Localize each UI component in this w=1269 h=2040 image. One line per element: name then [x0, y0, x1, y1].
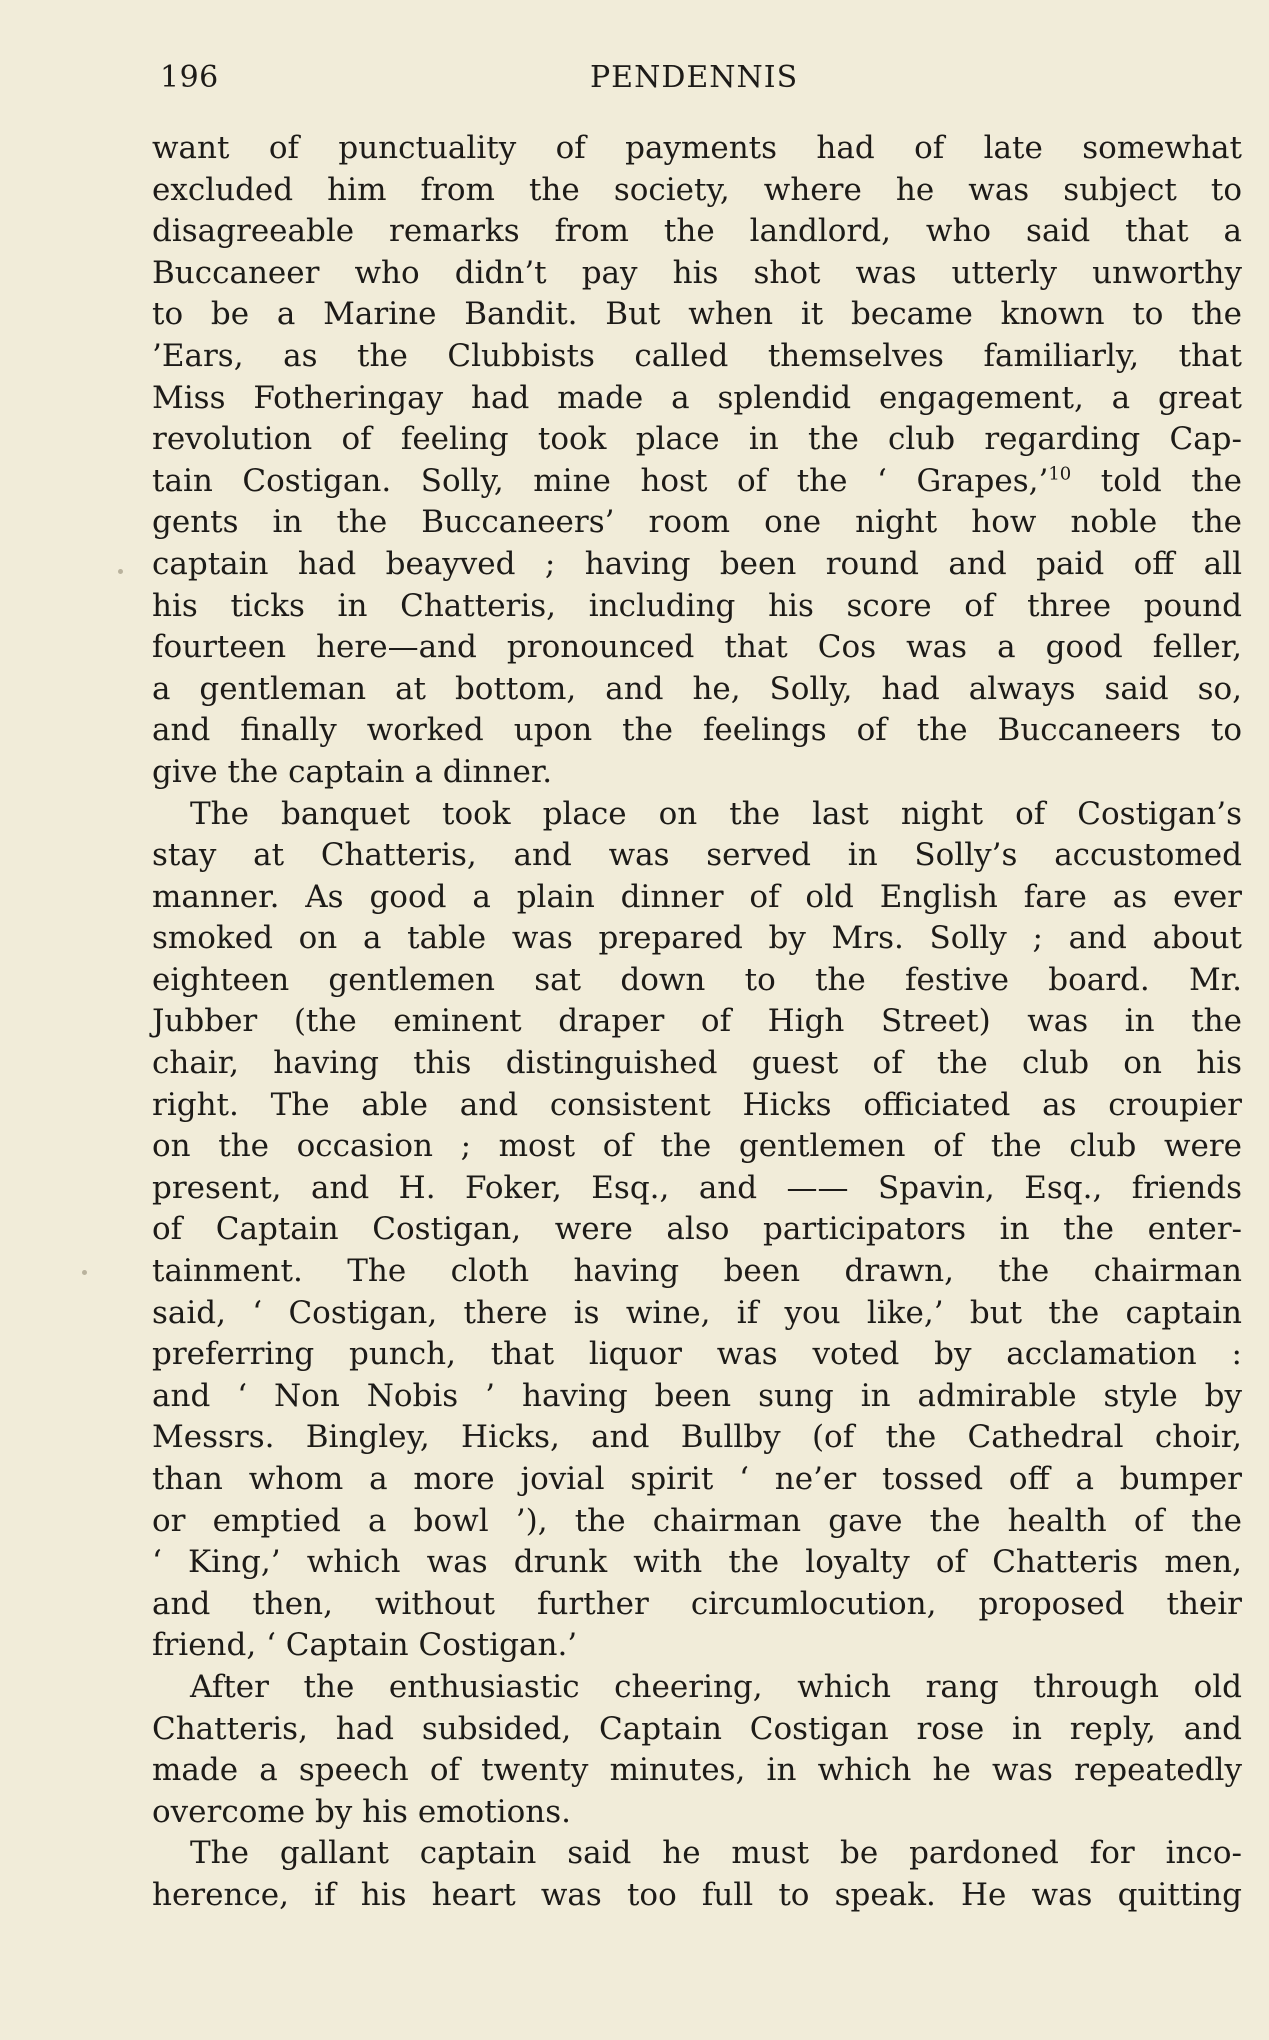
- body-text: [152, 128, 1242, 1917]
- text-line: [152, 1417, 1242, 1459]
- margin-mark: [118, 569, 123, 574]
- text-line: [152, 752, 1242, 794]
- text-line: [152, 1376, 1242, 1418]
- line-text: The gallant captain said he must be pardoned for inco-: [190, 1835, 1242, 1872]
- line-text: disagreeable remarks from the landlord, who said that a: [152, 213, 1242, 250]
- line-text: chair, having this distinguished guest of the club on his: [152, 1045, 1242, 1082]
- text-line: [152, 1334, 1242, 1376]
- text-line: [152, 1875, 1242, 1917]
- line-text: a gentleman at bottom, and he, Solly, had always said so,: [152, 670, 1242, 707]
- line-text: captain had beayved ; having been round and paid off all: [152, 545, 1242, 582]
- footnote-marker: 10: [1048, 463, 1072, 485]
- text-line: [152, 1584, 1242, 1626]
- line-text: Miss Fotheringay had made a splendid engagement, a great: [152, 379, 1242, 416]
- line-text: After the enthusiastic cheering, which rang through old: [190, 1668, 1242, 1705]
- text-line: [152, 1501, 1242, 1543]
- text-line: [152, 170, 1242, 212]
- line-text: to be a Marine Bandit. But when it became known to the: [152, 296, 1242, 333]
- text-line: [152, 669, 1242, 711]
- line-text: excluded him from the society, where he was subject to: [152, 171, 1242, 208]
- text-line: [152, 336, 1242, 378]
- line-text: and then, without further circumlocution, proposed their: [152, 1585, 1242, 1622]
- line-text: Buccaneer who didn’t pay his shot was utterly unworthy: [152, 254, 1242, 291]
- line-text: Jubber (the eminent draper of High Street) was in the: [152, 1003, 1242, 1040]
- line-text: tain Costigan. Solly, mine host of the ‘ Grapes,’: [152, 462, 1049, 499]
- text-line: [152, 294, 1242, 336]
- line-text: The banquet took place on the last night of Costigan’s: [190, 795, 1242, 832]
- line-text: said, ‘ Costigan, there is wine, if you like,’ but the captain: [152, 1294, 1242, 1331]
- line-text: eighteen gentlemen sat down to the festive board. Mr.: [152, 961, 1242, 998]
- text-line: [152, 1168, 1242, 1210]
- line-text-continued: told the: [1071, 462, 1243, 499]
- line-text: gents in the Buccaneers’ room one night how noble the: [152, 504, 1242, 541]
- line-text: Messrs. Bingley, Hicks, and Bullby (of the Cathedral choir,: [152, 1419, 1242, 1456]
- margin-mark: [82, 1270, 87, 1275]
- line-text: right. The able and consistent Hicks officiated as croupier: [152, 1086, 1242, 1123]
- line-text: of Captain Costigan, were also participators in the enter-: [152, 1211, 1242, 1248]
- text-line: [152, 1293, 1242, 1335]
- line-text: smoked on a table was prepared by Mrs. Solly ; and about: [152, 920, 1242, 957]
- text-line: [152, 1085, 1242, 1127]
- line-text: give the captain a dinner.: [152, 753, 553, 790]
- text-line: [152, 627, 1242, 669]
- running-title: PENDENNIS: [590, 60, 799, 95]
- line-text: Chatteris, had subsided, Captain Costigan rose in reply, and: [152, 1710, 1242, 1747]
- text-line: [152, 877, 1242, 919]
- text-line: [152, 128, 1242, 170]
- line-text: want of punctuality of payments had of late somewhat: [152, 130, 1242, 166]
- text-line: [152, 1459, 1242, 1501]
- line-text: present, and H. Foker, Esq., and —— Spavin, Esq., friends: [152, 1169, 1242, 1206]
- line-text: revolution of feeling took place in the club regarding Cap-: [152, 421, 1242, 458]
- line-text: and ‘ Non Nobis ’ having been sung in admirable style by: [152, 1377, 1242, 1414]
- text-line: [152, 1833, 1242, 1875]
- text-line: [152, 1001, 1242, 1043]
- text-line: [152, 835, 1242, 877]
- line-text: ‘ King,’ which was drunk with the loyalty of Chatteris men,: [152, 1544, 1242, 1581]
- line-text: on the occasion ; most of the gentlemen of the club were: [152, 1128, 1242, 1165]
- line-text: and finally worked upon the feelings of the Buccaneers to: [152, 712, 1242, 749]
- line-text: than whom a more jovial spirit ‘ ne’er tossed off a bumper: [152, 1461, 1242, 1497]
- text-line: [152, 544, 1242, 586]
- line-text: preferring punch, that liquor was voted by acclamation :: [152, 1336, 1242, 1373]
- text-line: [152, 1709, 1242, 1751]
- line-text: or emptied a bowl ’), the chairman gave the health of the: [152, 1502, 1242, 1539]
- text-line: [152, 586, 1242, 628]
- text-line: [152, 461, 1242, 503]
- line-text: fourteen here—and pronounced that Cos was a good feller,: [152, 629, 1242, 666]
- line-text: herence, if his heart was too full to speak. He was quitting: [152, 1876, 1242, 1913]
- text-line: [152, 960, 1242, 1002]
- text-line: [152, 378, 1242, 420]
- line-text: ’Ears, as the Clubbists called themselves familiarly, that: [152, 337, 1242, 374]
- text-line: [152, 1792, 1242, 1834]
- text-line: [152, 502, 1242, 544]
- line-text: made a speech of twenty minutes, in which he was repeatedly: [152, 1752, 1242, 1789]
- line-text: tainment. The cloth having been drawn, the chairman: [152, 1253, 1242, 1290]
- line-text: overcome by his emotions.: [152, 1793, 571, 1830]
- text-line: [152, 253, 1242, 295]
- text-line: [152, 1043, 1242, 1085]
- page-header: [160, 60, 814, 100]
- text-line: [152, 1209, 1242, 1251]
- text-line: [152, 211, 1242, 253]
- line-text: manner. As good a plain dinner of old English fare as ever: [152, 878, 1242, 915]
- line-text: stay at Chatteris, and was served in Solly’s accustomed: [152, 837, 1242, 874]
- page-number: 196: [160, 60, 219, 95]
- text-line: [152, 1625, 1242, 1667]
- text-line: [152, 918, 1242, 960]
- line-text: his ticks in Chatteris, including his score of three pound: [152, 587, 1242, 624]
- text-line: [152, 419, 1242, 461]
- text-line: [152, 1251, 1242, 1293]
- text-line: [152, 710, 1242, 752]
- text-line: [152, 794, 1242, 836]
- text-line: [152, 1750, 1242, 1792]
- text-line: [152, 1542, 1242, 1584]
- text-line: [152, 1667, 1242, 1709]
- line-text: friend, ‘ Captain Costigan.’: [152, 1627, 578, 1664]
- text-line: [152, 1126, 1242, 1168]
